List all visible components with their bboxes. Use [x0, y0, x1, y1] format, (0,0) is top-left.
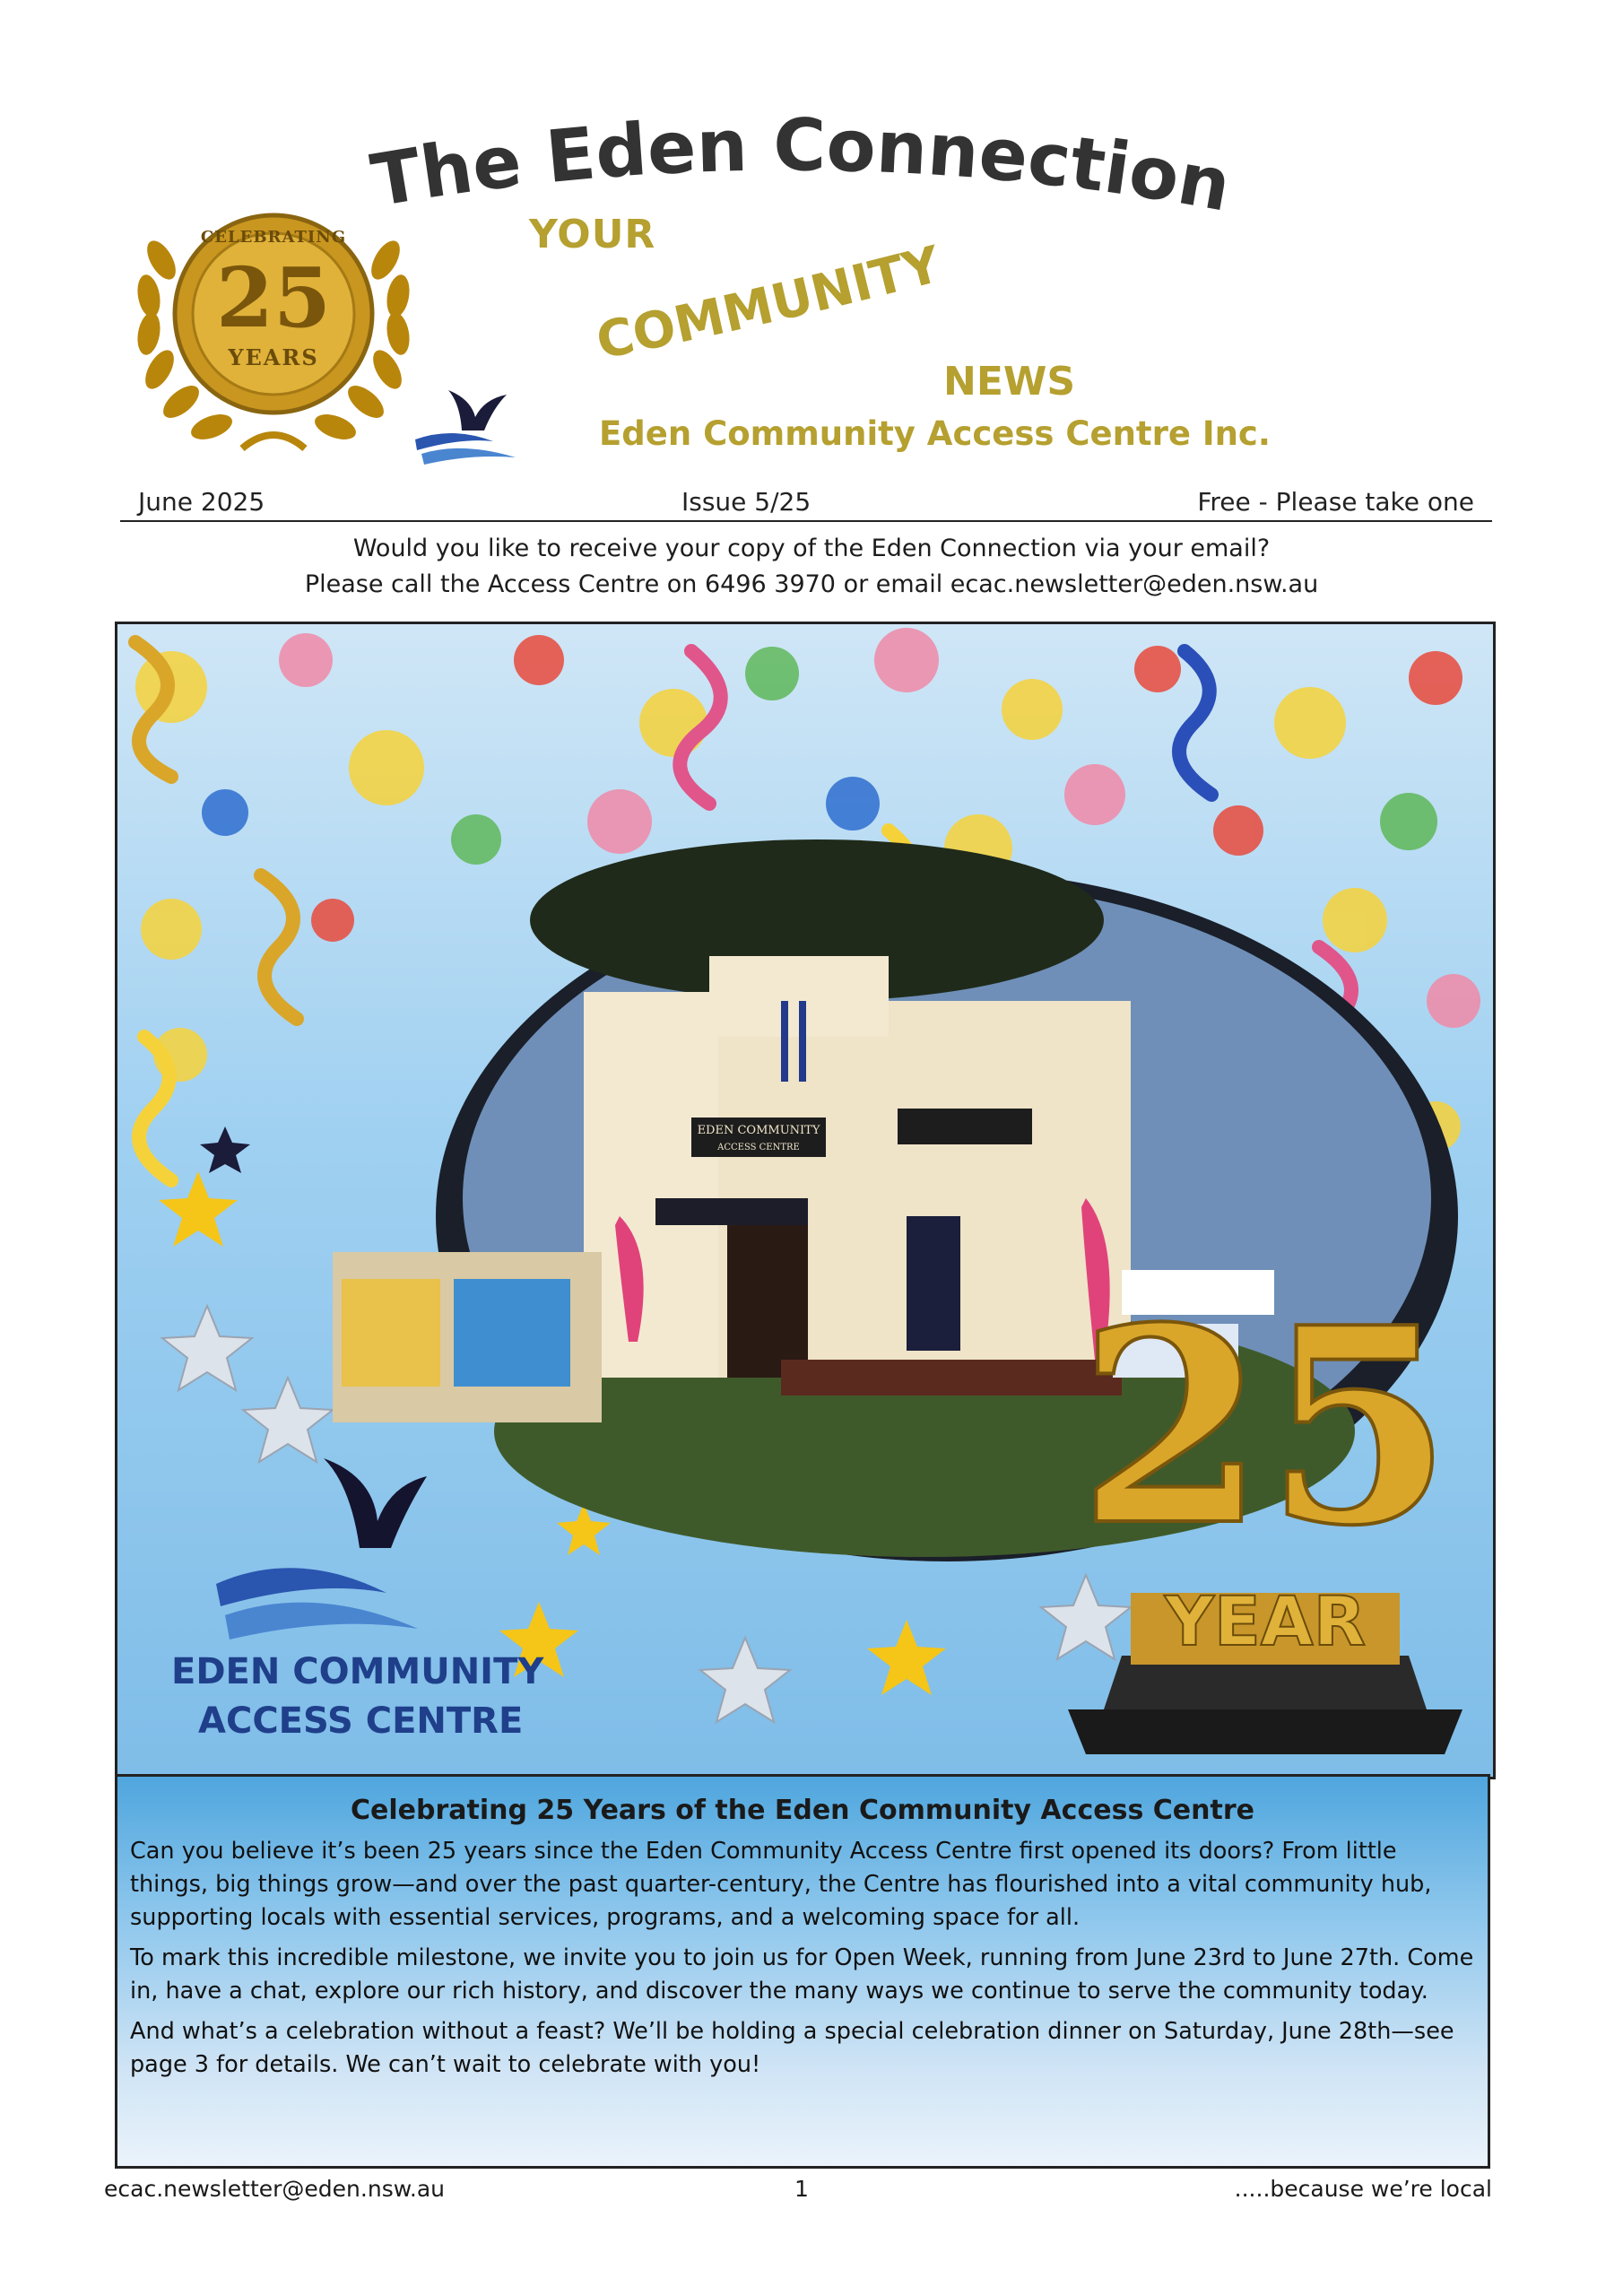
article-heading: Celebrating 25 Years of the Eden Community Access Centre [351, 1795, 1254, 1826]
promo-line-1: Would you like to receive your copy of the Eden Connection via your email? [352, 535, 1271, 562]
whale-tail-logo-icon [408, 377, 534, 475]
issue-info-bar [120, 483, 1492, 522]
title-text: The Eden Connection [365, 108, 1237, 228]
building-sign-subtext: ACCESS CENTRE [717, 1143, 800, 1152]
poster-logo-line-2: ACCESS CENTRE [198, 1700, 524, 1742]
tagline-community [592, 233, 1058, 368]
promo-line-2: Please call the Access Centre on 6496 3970 or email ecac.newsletter@eden.nsw.au [304, 570, 1319, 598]
poster-artwork [117, 624, 1493, 1777]
building-sign-text: EDEN COMMUNITY [697, 1124, 820, 1137]
footer-email: ecac.newsletter@eden.nsw.au [104, 2176, 445, 2202]
footer-page-number: 1 [794, 2176, 809, 2202]
issue-price: Free - Please take one [1197, 487, 1474, 517]
trophy-year-word: YEAR [1164, 1581, 1367, 1661]
trophy-25-number: 25 [1078, 1268, 1453, 1585]
footer-tagline: .....because we’re local [1234, 2176, 1492, 2202]
tagline-news: NEWS [943, 359, 1076, 404]
svg-text:The Eden Connection [366, 108, 1237, 228]
anniversary-poster [115, 622, 1496, 1779]
poster-logo-line-1: EDEN COMMUNITY [171, 1651, 544, 1692]
article-paragraph-1: Can you believe it’s been 25 years since the Eden Community Access Centre first opened its doors? From little things, big things grow—and over the past quarter-century, the Centre has flourished into a vital community hub, supporting locals with essential services, programs, and a welcoming space for all. [130, 1838, 1432, 1931]
badge-bottom-text: YEARS [228, 344, 319, 370]
organisation-name: Eden Community Access Centre Inc. [599, 414, 1271, 453]
article-paragraph-3: And what’s a celebration without a feast? We’ll be holding a special celebration dinner on Saturday, June 28th—see page 3 for details. We can’t wait to celebrate with you! [130, 2018, 1454, 2078]
tagline-your: YOUR [529, 212, 656, 257]
issue-number: Issue 5/25 [681, 487, 812, 517]
anniversary-article [115, 1774, 1490, 2169]
article-paragraph-2: To mark this incredible milestone, we invite you to join us for Open Week, running from June 23rd to June 27th. Come in, have a chat, explore our rich history, and discover the many ways we continue to serve the community today. [130, 1944, 1474, 2005]
community-text: COMMUNITY [592, 235, 947, 368]
issue-date: June 2025 [138, 487, 265, 517]
badge-top-text: CELEBRATING [200, 228, 347, 247]
svg-text:COMMUNITY [592, 235, 948, 368]
badge-number: 25 [215, 249, 332, 346]
